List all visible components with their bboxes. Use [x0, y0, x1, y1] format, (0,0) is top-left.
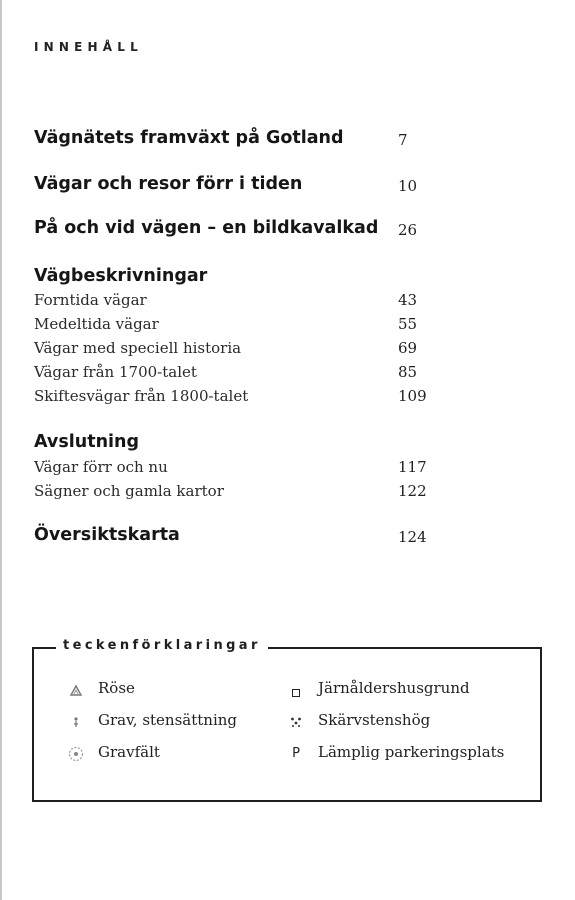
page-edge	[0, 0, 2, 900]
toc-entry-page: 124	[398, 528, 427, 546]
toc-entry	[34, 525, 454, 549]
toc-entry-title: På och vid vägen – en bildkavalkad	[34, 218, 379, 238]
toc-subentry	[34, 482, 454, 506]
toc-entry	[34, 128, 454, 152]
toc-subentry	[34, 363, 454, 387]
legend-box	[32, 638, 542, 802]
toc-subentry	[34, 339, 454, 363]
toc-subentry-title: Skiftesvägar från 1800-talet	[34, 387, 249, 405]
toc-subentry-title: Vägar med speciell historia	[34, 339, 242, 357]
toc-subentry-title: Medeltida vägar	[34, 315, 159, 333]
toc-section-heading	[34, 432, 454, 456]
grave-icon	[68, 714, 84, 730]
toc-subentry	[34, 387, 454, 411]
toc-entry-title: Översiktskarta	[34, 525, 180, 545]
legend-item-label: Skärvstenshög	[318, 711, 431, 729]
toc-subentry	[34, 315, 454, 339]
toc-subentry-title: Vägar förr och nu	[34, 458, 168, 476]
rose-icon	[68, 682, 84, 698]
page-heading: INNEHÅLL	[34, 40, 143, 54]
toc-subentry	[34, 291, 454, 315]
toc-section-title: Vägbeskrivningar	[34, 266, 208, 286]
toc-entry-page: 109	[398, 387, 427, 405]
legend-item-label: Röse	[98, 679, 135, 697]
toc-section-heading	[34, 266, 454, 290]
toc-subentry	[34, 458, 454, 482]
toc-entry	[34, 218, 454, 242]
toc-entry-page: 26	[398, 221, 418, 239]
toc-entry-page: 55	[398, 315, 418, 333]
burial-field-icon	[68, 746, 84, 762]
toc-subentry-title: Vägar från 1700-talet	[34, 363, 197, 381]
toc-entry-page: 69	[398, 339, 418, 357]
parking-icon: P	[292, 746, 300, 761]
toc-subentry-title: Forntida vägar	[34, 291, 147, 309]
toc-entry-page: 122	[398, 482, 427, 500]
legend-item-label: Grav, stensättning	[98, 711, 238, 729]
toc-entry	[34, 174, 454, 198]
toc-entry-page: 7	[398, 131, 408, 149]
toc-subentry-title: Sägner och gamla kartor	[34, 482, 224, 500]
legend-item-label: Järnåldershusgrund	[318, 679, 470, 697]
legend-item-label: Lämplig parkeringsplats	[318, 743, 505, 761]
stone-heap-icon	[288, 714, 304, 730]
toc-entry-title: Vägar och resor förr i tiden	[34, 174, 303, 194]
legend-item-label: Gravfält	[98, 743, 160, 761]
toc-entry-page: 43	[398, 291, 418, 309]
toc-entry-title: Vägnätets framväxt på Gotland	[34, 128, 344, 148]
toc-entry-page: 85	[398, 363, 418, 381]
house-foundation-icon	[288, 682, 304, 698]
toc-section-title: Avslutning	[34, 432, 140, 452]
legend-title: teckenförklaringar	[56, 638, 268, 653]
toc-entry-page: 10	[398, 177, 418, 195]
toc-entry-page: 117	[398, 458, 427, 476]
